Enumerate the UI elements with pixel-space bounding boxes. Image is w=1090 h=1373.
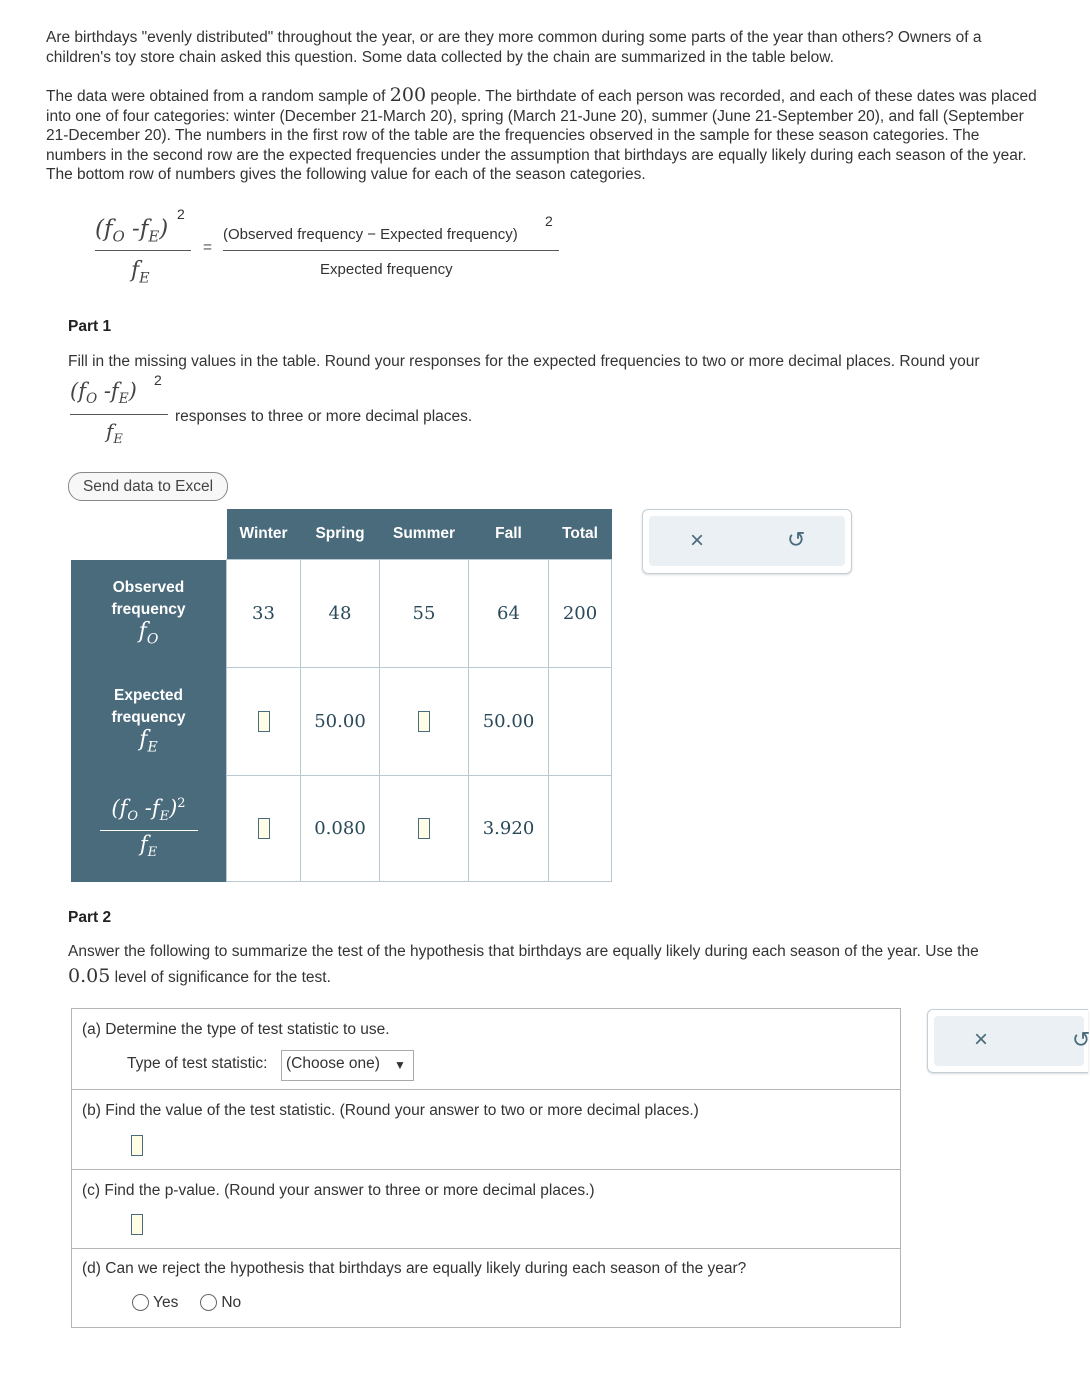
question-d-box [71,1248,901,1328]
clear-icon[interactable]: × [974,1026,989,1053]
row-header-expected: Expected frequency $f_E$ [71,668,227,776]
chi-summer-input[interactable] [418,818,430,839]
header-spring: Spring [301,509,380,560]
formula-fraction-lhs [95,206,195,290]
chi-summer-cell [380,776,469,882]
clear-icon[interactable]: × [690,527,705,554]
answer-tools-panel-2 [927,1009,1088,1073]
header-fall: Fall [469,509,549,560]
formula-denominator: $f_E$ [131,258,150,287]
part2-title: Part 2 [68,909,112,926]
header-winter: Winter [227,509,301,560]
chi-winter-cell [227,776,301,882]
question-a-box [71,1008,901,1090]
frequency-table [71,509,612,882]
answer-tools-panel [642,509,852,574]
table-row [71,668,612,776]
part1-instructions-2: responses to three or more decimal places. [175,408,473,425]
sample-size: 200 [389,84,427,106]
no-option[interactable] [200,1294,241,1312]
chi-winter-input[interactable] [258,818,270,839]
expected-winter-cell [227,668,301,776]
part2-instructions-tail: level of significance for the test. [110,969,331,986]
inline-formula-numerator: ($f_O$ $-f_E$) [70,379,137,408]
question-c-text: (c) Find the p-value. (Round your answer to three or more decimal places.) [82,1182,595,1199]
part1-inline-formula [70,373,170,448]
dropdown-arrow-icon: ▼ [394,1058,406,1072]
intro-paragraph-2 [46,86,1041,185]
yes-option[interactable] [132,1294,178,1312]
table-row [71,776,612,882]
chi-total [549,776,612,882]
intro-text-a: The data were obtained from a random sample of [46,88,390,105]
formula-numerator: ($f_O$ $-f_E$) [95,216,169,246]
formula-exponent: 2 [177,206,185,222]
significance-level: 0.05 [68,965,111,987]
undo-icon[interactable]: ↺ [787,527,806,552]
yes-label: Yes [153,1294,179,1311]
expected-summer-input[interactable] [418,711,430,732]
expected-fall: 50.00 [469,668,549,776]
question-b-text: (b) Find the value of the test statistic. (Round your answer to two or more decimal places.) [82,1102,699,1119]
expected-total [549,668,612,776]
no-radio[interactable] [200,1294,217,1311]
formula-fraction-rhs [223,213,563,283]
answer-tools-inner-2 [934,1016,1090,1066]
question-a-text: (a) Determine the type of test statistic to use. [82,1021,390,1038]
formula-equals: = [203,239,213,256]
observed-fall: 64 [469,560,549,668]
select-value: (Choose one) [286,1055,380,1072]
table-row [71,560,612,668]
header-summer: Summer [380,509,469,560]
question-d-text: (d) Can we reject the hypothesis that birthdays are equally likely during each season of the year? [82,1260,747,1277]
expected-winter-input[interactable] [258,711,270,732]
inline-formula-exponent: 2 [154,372,162,388]
p-value-input[interactable] [131,1214,143,1235]
observed-winter: 33 [227,560,301,668]
observed-total: 200 [549,560,612,668]
yes-radio[interactable] [132,1294,149,1311]
observed-summer: 55 [380,560,469,668]
table-corner [71,509,227,560]
no-label: No [221,1294,242,1311]
intro-paragraph-1: Are birthdays "evenly distributed" throughout the year, or are they more common during some parts of the year than others? Owners of a children's toy store chain asked this question. Some data collected by the chain are summarized in the table below. [46,29,982,66]
intro-text-b: people. The birthdate of each person was recorded, and each of these dates was placed into one of four categories: winter (December 21-March 20), spring (March 21-June 20), summer (June 21-September 20), and fall (September 21-December 20). The numbers in the first row of the table are the frequencies observed in the sample for these season categories. The numbers in the second row are the expected frequencies under the assumption that birthdays are equally likely during each season of the year. The bottom row of numbers gives the following value for each of the season categories. [46,88,1037,183]
chi-fall: 3.920 [469,776,549,882]
formula-rhs-denominator: Expected frequency [320,261,453,278]
row-header-observed: Observed frequency $f_O$ [71,560,227,668]
expected-spring: 50.00 [301,668,380,776]
send-to-excel-button[interactable]: Send data to Excel [68,472,228,501]
question-b-box [71,1089,901,1170]
part2-instructions-2 [68,965,331,987]
expected-summer-cell [380,668,469,776]
test-statistic-input[interactable] [131,1135,143,1156]
part2-instructions: Answer the following to summarize the test of the hypothesis that birthdays are equally likely during each season of the year. Use the [68,943,979,960]
test-statistic-select[interactable] [281,1050,414,1081]
formula-rhs-numerator: (Observed frequency − Expected frequency) [223,226,518,243]
answer-tools-inner [649,516,845,566]
test-statistic-label: Type of test statistic: [127,1055,268,1072]
row-header-chi-component: ($f_O$ $-f_E)^2$ $f_E$ [71,776,227,882]
header-total: Total [549,509,612,560]
undo-icon[interactable]: ↺ [1072,1027,1090,1052]
part1-instructions: Fill in the missing values in the table. Round your responses for the expected frequencies to two or more decimal places. Round your [68,353,980,370]
chi-spring: 0.080 [301,776,380,882]
formula-rhs-exponent: 2 [545,213,553,229]
observed-spring: 48 [301,560,380,668]
inline-formula-denominator: $f_E$ [106,419,123,447]
question-c-box [71,1169,901,1249]
part1-title: Part 1 [68,318,112,335]
